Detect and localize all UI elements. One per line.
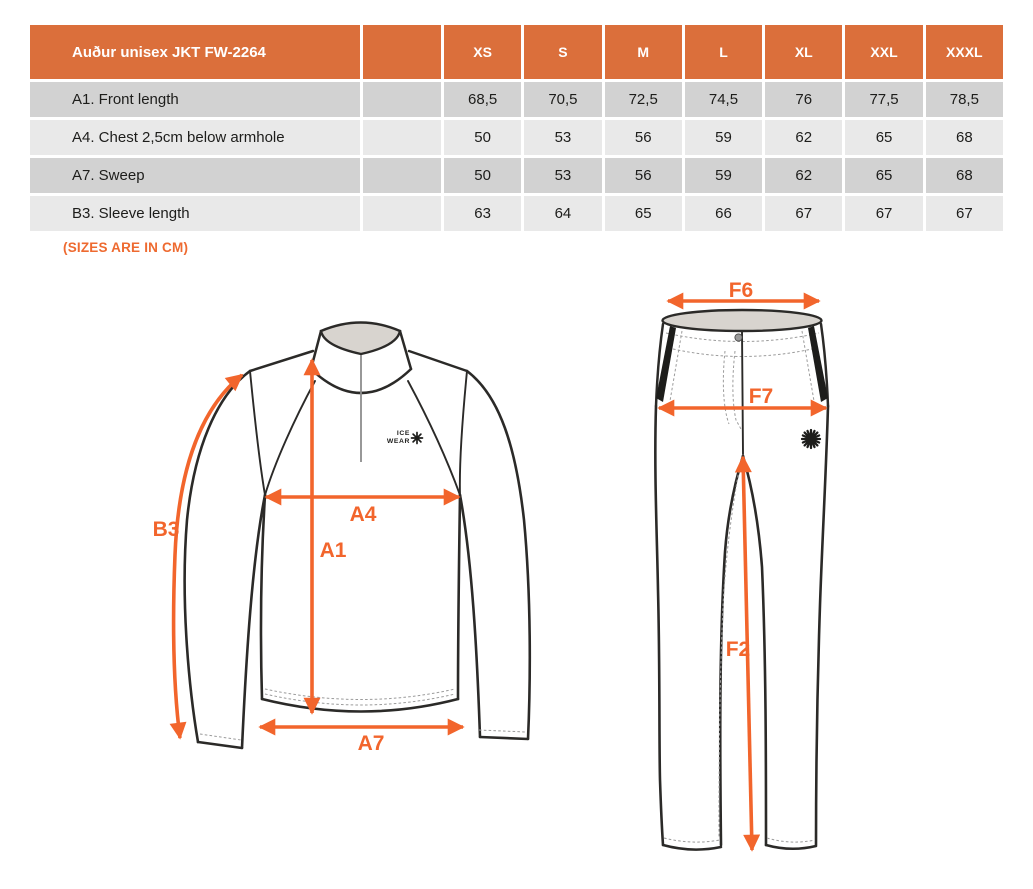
stitch-line: [767, 838, 815, 842]
value-cell: 74,5: [685, 82, 762, 117]
icewear-logo: [387, 430, 423, 445]
header-spacer-cell: [363, 25, 441, 79]
measurement-label-f2: F2: [725, 638, 751, 661]
table-row-chest: [30, 120, 1003, 155]
leg-left-outer: [655, 406, 663, 845]
value-cell: 53: [524, 120, 601, 155]
logo-text-line1: ICE: [396, 430, 410, 437]
stitch-line: [265, 689, 455, 700]
size-header-xxl: XXL: [845, 25, 922, 79]
table-row-front-length: [30, 82, 1003, 117]
value-cell: 67: [926, 196, 1003, 231]
value-cell: 65: [605, 196, 682, 231]
row-spacer-cell: [363, 158, 441, 193]
size-header-xl: XL: [765, 25, 842, 79]
hem-right: [766, 845, 816, 849]
value-cell: 53: [524, 158, 601, 193]
snowflake-icon: [412, 433, 423, 444]
table-row-sleeve-length: [30, 196, 1003, 231]
value-cell: 77,5: [845, 82, 922, 117]
row-label: A4. Chest 2,5cm below armhole: [30, 120, 360, 155]
row-label: A1. Front length: [30, 82, 360, 117]
snowflake-icon: [802, 430, 820, 448]
stitch-line: [200, 734, 241, 740]
table-header-row: [30, 25, 1003, 79]
size-header-xs: XS: [444, 25, 521, 79]
logo-text-line2: WEAR: [386, 438, 410, 445]
table-row-sweep: [30, 158, 1003, 193]
value-cell: 62: [765, 158, 842, 193]
sleeve-cap-seam-right: [460, 371, 467, 495]
value-cell: 65: [845, 158, 922, 193]
value-cell: 67: [765, 196, 842, 231]
hem: [262, 699, 458, 712]
stitch-line: [265, 694, 455, 705]
value-cell: 67: [845, 196, 922, 231]
sleeve-cap-seam-left: [250, 371, 265, 495]
product-title-cell: Auður unisex JKT FW-2264: [30, 25, 360, 79]
sleeve-left-outer: [185, 371, 250, 742]
hem-left: [663, 845, 721, 850]
stitch-line: [664, 838, 720, 842]
value-cell: 68: [926, 120, 1003, 155]
sleeve-right-outer: [467, 371, 530, 739]
value-cell: 64: [524, 196, 601, 231]
measurement-label-a4: A4: [349, 503, 377, 526]
raglan-seam-left: [265, 381, 315, 495]
center-front-seam: [742, 331, 743, 454]
value-cell: 50: [444, 120, 521, 155]
body-side-right: [458, 495, 460, 699]
row-spacer-cell: [363, 120, 441, 155]
cuff-right: [480, 737, 528, 739]
measurement-label-b3: B3: [152, 518, 180, 541]
pants-diagram: [625, 278, 845, 870]
value-cell: 62: [765, 120, 842, 155]
value-cell: 63: [444, 196, 521, 231]
jacket-diagram: [130, 295, 560, 775]
size-header-s: S: [524, 25, 601, 79]
value-cell: 66: [685, 196, 762, 231]
measurement-label-a1: A1: [319, 539, 347, 562]
sizes-unit-note: (SIZES ARE IN CM): [63, 240, 189, 255]
value-cell: 59: [685, 120, 762, 155]
value-cell: 76: [765, 82, 842, 117]
row-label: A7. Sweep: [30, 158, 360, 193]
jacket-drawing: [153, 323, 530, 756]
collar-opening: [321, 323, 400, 355]
value-cell: 68,5: [444, 82, 521, 117]
leg-right-outer: [816, 406, 828, 845]
shoulder-line-left: [250, 351, 313, 371]
value-cell: 78,5: [926, 82, 1003, 117]
row-spacer-cell: [363, 196, 441, 231]
row-spacer-cell: [363, 82, 441, 117]
value-cell: 50: [444, 158, 521, 193]
value-cell: 65: [845, 120, 922, 155]
value-cell: 56: [605, 158, 682, 193]
size-header-m: M: [605, 25, 682, 79]
row-label: B3. Sleeve length: [30, 196, 360, 231]
value-cell: 68: [926, 158, 1003, 193]
size-table: [27, 22, 1006, 234]
fly-stitch: [733, 351, 741, 429]
shoulder-line-right: [409, 351, 467, 371]
value-cell: 59: [685, 158, 762, 193]
body-side-left: [261, 495, 265, 699]
value-cell: 56: [605, 120, 682, 155]
measurement-label-f6: F6: [728, 279, 754, 302]
pants-drawing: [655, 279, 828, 850]
fly-stitch: [723, 351, 729, 424]
stitch-line: [479, 730, 526, 732]
measurement-label-a7: A7: [357, 732, 385, 755]
waist-opening: [663, 310, 822, 331]
waist-button: [735, 334, 742, 341]
value-cell: 72,5: [605, 82, 682, 117]
measurement-label-f7: F7: [748, 385, 774, 408]
cuff-left: [198, 742, 242, 748]
value-cell: 70,5: [524, 82, 601, 117]
sleeve-right-inner: [460, 495, 480, 737]
size-header-xxxl: XXXL: [926, 25, 1003, 79]
size-header-l: L: [685, 25, 762, 79]
